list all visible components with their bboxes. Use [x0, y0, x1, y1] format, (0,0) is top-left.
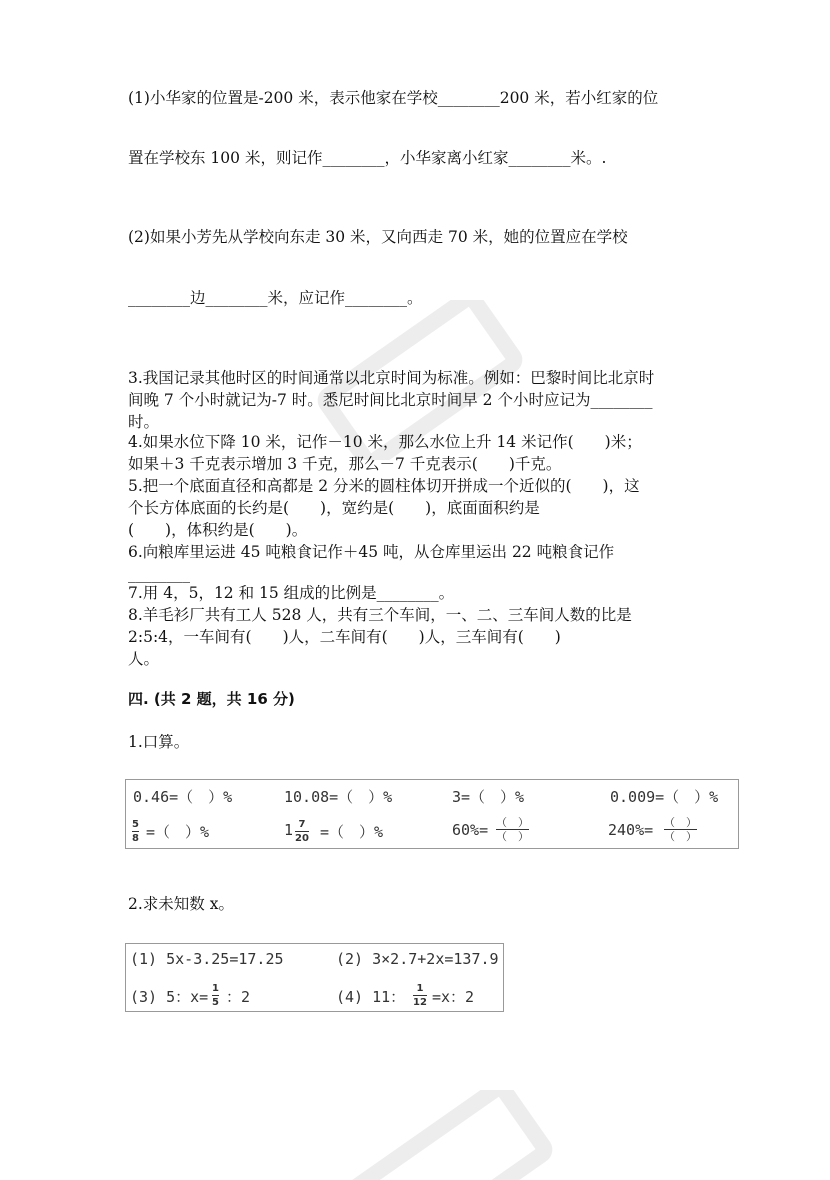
- fraction: [295, 819, 309, 844]
- section-heading: 四. (共 2 题，共 16 分): [128, 690, 295, 708]
- fraction: [413, 983, 427, 1008]
- blank-denominator: （ ）: [496, 830, 529, 843]
- question-3: 时。: [128, 413, 160, 431]
- question-label: 1.口算。: [128, 733, 190, 751]
- equation: (3) 5：x=: [130, 988, 209, 1006]
- calc-item: =（ ）%: [320, 823, 384, 841]
- question-7: 7.用 4，5，12 和 15 组成的比例是________。: [128, 584, 455, 602]
- question-5: 5.把一个底面直径和高都是 2 分米的圆柱体切开拼成一个近似的( )，这: [128, 477, 640, 495]
- fraction: [132, 819, 139, 844]
- fraction-denominator: 5: [212, 997, 219, 1008]
- equation: ：2: [226, 988, 251, 1006]
- blank-fraction: [664, 817, 697, 842]
- question-8: 2:5:4，一车间有( )人，二车间有( )人，三车间有( ): [128, 628, 561, 646]
- equation: (2) 3×2.7+2x=137.9: [336, 950, 499, 968]
- fraction-bar: [413, 995, 427, 996]
- calc-item: 10.08=（ ）%: [284, 788, 393, 806]
- calc-item: 0.009=（ ）%: [610, 788, 719, 806]
- calc-item: 3=（ ）%: [452, 788, 525, 806]
- question-8: 8.羊毛衫厂共有工人 528 人，共有三个车间，一、二、三车间人数的比是: [128, 606, 632, 624]
- watermark-logo: [330, 1090, 570, 1180]
- question-6: ________: [128, 565, 190, 583]
- text-line: ________边________米，应记作________。: [128, 289, 423, 307]
- fraction-numerator: 1: [212, 983, 219, 994]
- text-line: 置在学校东 100 米，则记作________，小华家离小红家________米。.: [128, 149, 607, 167]
- equation: (4) 11：: [336, 988, 406, 1006]
- calc-item: 60%=: [452, 821, 489, 839]
- fraction: [212, 983, 219, 1008]
- blank-fraction: [496, 817, 529, 842]
- question-3: 间晚 7 个小时就记为-7 时。悉尼时间比北京时间早 2 个小时应记为________: [128, 391, 653, 409]
- fraction-numerator: 1: [416, 983, 424, 994]
- fraction-denominator: 20: [295, 833, 309, 844]
- question-8: 人。: [128, 650, 160, 668]
- fraction-numerator: 7: [298, 819, 306, 830]
- calc-item: 240%=: [608, 821, 654, 839]
- equation: =x：2: [432, 988, 475, 1006]
- fraction-denominator: 12: [413, 997, 427, 1008]
- question-4: 如果＋3 千克表示增加 3 千克，那么－7 千克表示( )千克。: [128, 455, 562, 473]
- mixed-number-whole: 1: [284, 821, 294, 839]
- equation: (1) 5x-3.25=17.25: [130, 950, 284, 968]
- blank-numerator: （ ）: [496, 816, 529, 829]
- question-4: 4.如果水位下降 10 米，记作－10 米，那么水位上升 14 米记作( )米；: [128, 433, 642, 451]
- calc-item: 0.46=（ ）%: [133, 788, 233, 806]
- question-5: ( )，体积约是( )。: [128, 521, 308, 539]
- fraction-denominator: 8: [132, 833, 139, 844]
- text-line: (2)如果小芳先从学校向东走 30 米，又向西走 70 米，她的位置应在学校: [128, 228, 628, 246]
- question-6: 6.向粮库里运进 45 吨粮食记作＋45 吨，从仓库里运出 22 吨粮食记作: [128, 543, 615, 561]
- question-5: 个长方体底面的长约是( )，宽约是( )，底面面积约是: [128, 499, 540, 517]
- fraction-bar: [295, 831, 309, 832]
- question-label: 2.求未知数 x。: [128, 895, 234, 913]
- text-line: (1)小华家的位置是-200 米，表示他家在学校________200 米，若小红家的位: [128, 89, 659, 107]
- blank-numerator: （ ）: [664, 816, 697, 829]
- question-3: 3.我国记录其他时区的时间通常以北京时间为标准。例如：巴黎时间比北京时: [128, 369, 655, 387]
- fraction-numerator: 5: [132, 819, 139, 830]
- blank-denominator: （ ）: [664, 830, 697, 843]
- fraction-bar: [212, 995, 219, 996]
- fraction-bar: [132, 831, 139, 832]
- calc-item: =（ ）%: [146, 823, 210, 841]
